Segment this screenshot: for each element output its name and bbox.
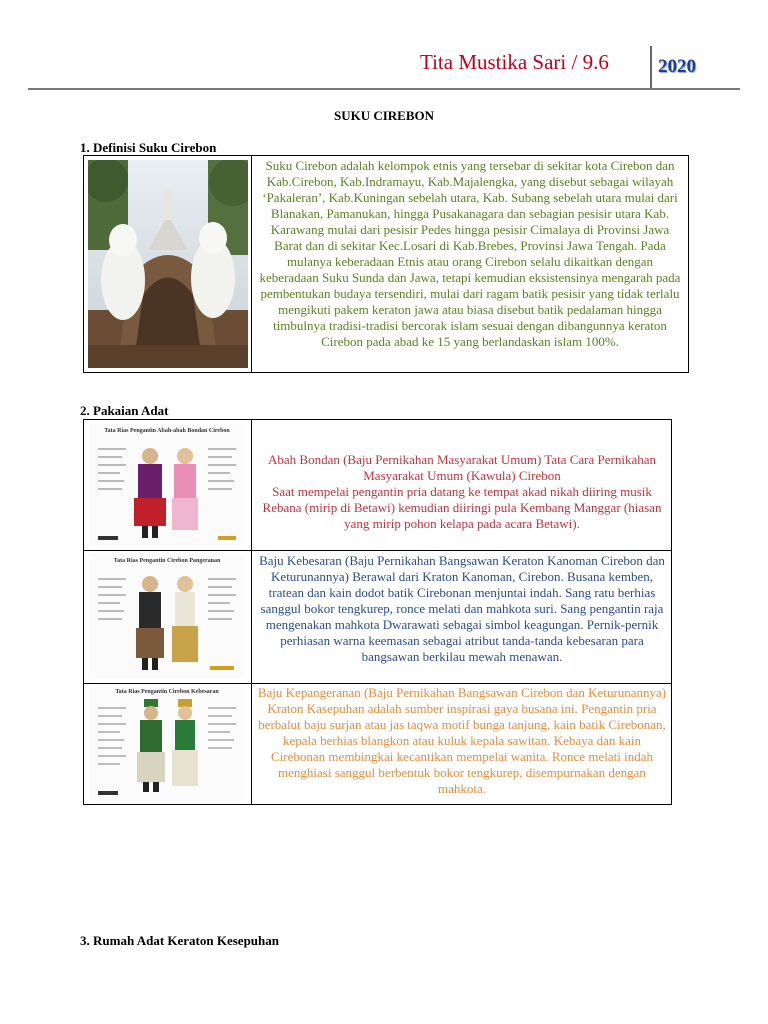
header-rule (28, 88, 740, 90)
pakaian-row-divider-1 (84, 550, 671, 551)
header-year: 2020 (658, 56, 696, 77)
document-title: SUKU CIREBON (333, 108, 435, 123)
definition-table (83, 155, 689, 373)
illustration-title: Tata Rias Pengantin Cirebon Kebesaran (115, 689, 219, 695)
illustration-title: Tata Rias Pengantin Abah-abah Bondan Cirebon (104, 428, 230, 434)
bride-groom-illustration (90, 687, 244, 801)
baju-kepangeranan-text: Baju Kepangeranan (Baju Pernikahan Bangsawan Cirebon dan Keturunannya) Kraton Kasepuhan adalah sumber inspirasi gaya busana ini. Pengantin pria berbalut baju surjan atau jas taqwa motif bunga tanjung, kain batik Cirebonan, kepala berhias blangkon atau kuluk kepala sawitan. Kebaya dan kain Cirebonan membingkai kecantikan mempelai wanita. Ronce melati indah menghiasi sanggul berbentuk bokor tengkurep, disempurnakan dengan mahkota. (257, 685, 667, 796)
bride-groom-illustration (90, 554, 244, 679)
gapura-photo (88, 160, 248, 368)
header-author: Tita Mustika Sari / 9.6 (420, 50, 609, 74)
section-2-heading: 2. Pakaian Adat (80, 403, 169, 418)
pakaian-adat-table (83, 419, 672, 805)
illustration-title: Tata Rias Pengantin Cirebon Pangeranan (113, 558, 221, 564)
header-divider (650, 46, 652, 88)
abah-bondan-text: Saat mempelai pengantin pria datang ke tempat akad nikah diiring musik Rebana (mirip di Betawi) kemudian diiringi pula Kembang Manggar (hiasan yang mirip pohon kelapa pada acara Betawi). (262, 484, 662, 531)
baju-kebesaran-text: Baju Kebesaran (Baju Pernikahan Bangsawan Keraton Kanoman Cirebon dan Keturunannya) Berawal dari Kraton Kanoman, Cirebon. Busana kemben, tratean dan kain dodot batik Cirebonan menjuntai indah. Sang ratu berhias sanggul bokor tengkurep, ronce melati dan mahkota suri. Sang pengantin raja mengenakan mahkota Dwarawati sebagai simbol keagungan. Pernik-pernik perhiasan warna keemasan sebagai atribut tanda-tanda kebesaran para bangsawan berkilau mewah menawan. (259, 553, 665, 664)
section-1-heading: 1. Definisi Suku Cirebon (80, 140, 217, 155)
bride-groom-illustration (90, 424, 244, 546)
abah-bondan-title: Abah Bondan (Baju Pernikahan Masyarakat Umum) Tata Cara Pernikahan Masyarakat Umum (Kawula) Cirebon (267, 452, 656, 483)
pakaian-table-divider (251, 420, 252, 804)
pakaian-row-divider-2 (84, 683, 671, 684)
definition-table-divider (251, 156, 252, 372)
section-3-heading: 3. Rumah Adat Keraton Kesepuhan (80, 933, 279, 948)
definition-text: Suku Cirebon adalah kelompok etnis yang tersebar di sekitar kota Cirebon dan Kab.Cirebon, Kab.Indramayu, Kab.Majalengka, yang disebut sebagai wilayah ‘Pakaleran’, Kab.Kuningan sebelah utara, Kab. Subang sebelah utara mulai dari Blanakan, Pamanukan, hingga Pusakanagara dan sebagian pesisir utara Kab. Karawang mulai dari pesisir Pedes hingga pesisir Cimalaya di Provinsi Jawa Barat dan di sekitar Kec.Losari di Kab.Brebes, Provinsi Jawa Tengah. Pada mulanya keberadaan Etnis atau orang Cirebon selalu dikaitkan dengan keberadaan Suku Sunda dan Jawa, tetapi kemudian eksistensinya mengarah pada pembentukan budaya tersendiri, mulai dari ragam batik pesisir yang tidak terlalu mengikuti pakem keraton jawa atau biasa disebut batik pedalaman hingga timbulnya tradisi-tradisi bercorak islam sesuai dengan dibangunnya keraton Cirebon pada abad ke 15 yang berlandaskan islam 100%. (259, 158, 681, 349)
